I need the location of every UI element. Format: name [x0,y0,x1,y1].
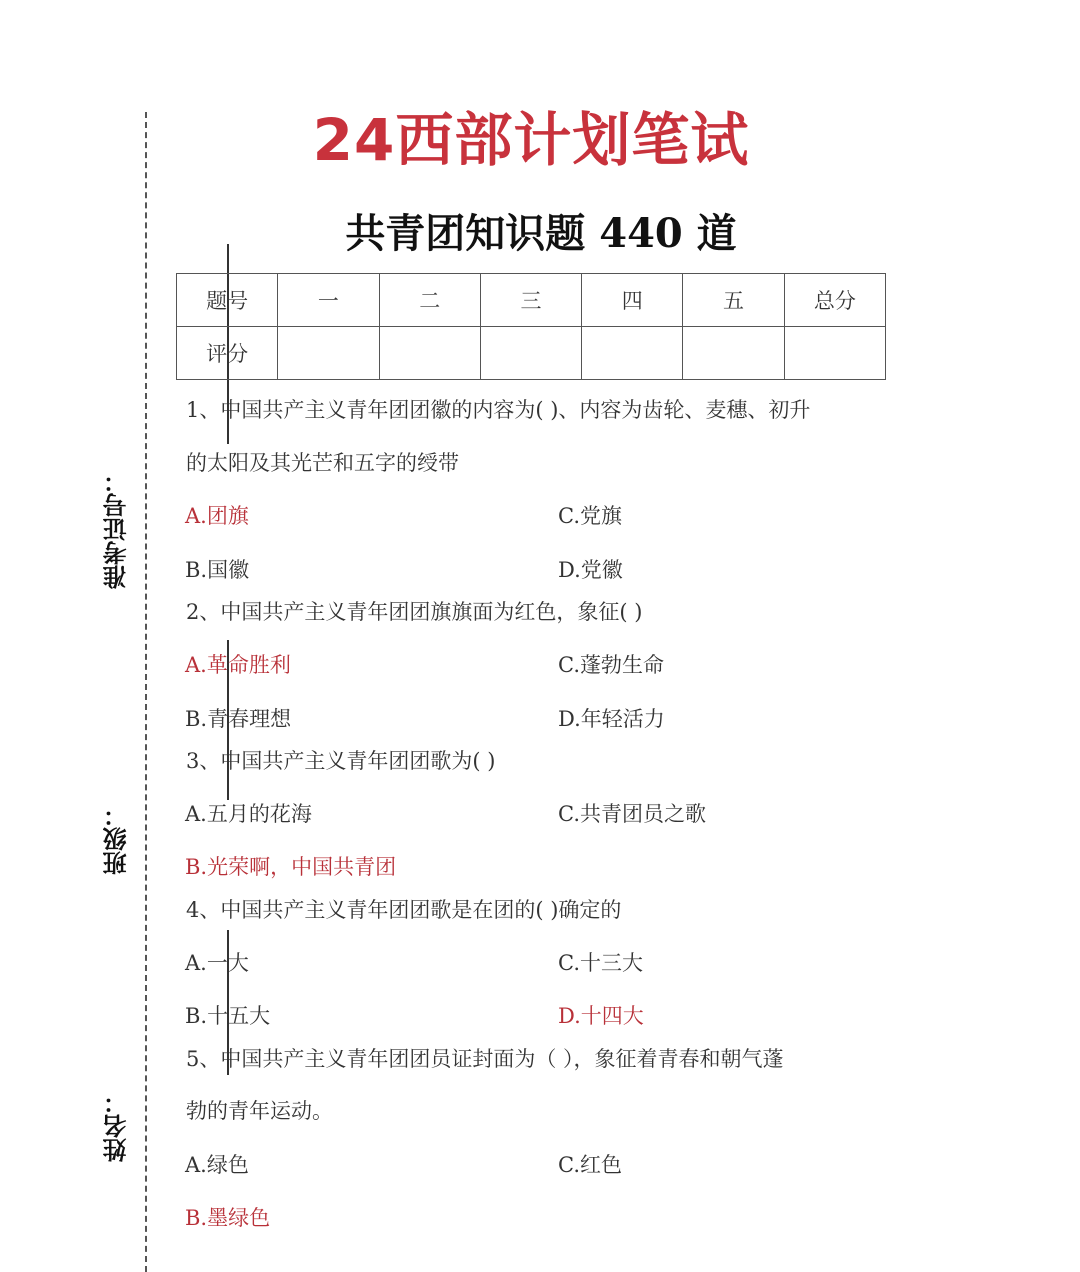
question-2-text: 2、中国共产主义青年团团旗旗面为红色，象征( ) [186,600,643,624]
score-table-header-row [177,274,886,327]
question-1-text: 1、中国共产主义青年团团徽的内容为( )、内容为齿轮、麦穗、初升 [186,398,811,422]
question-3-option-a: A.五月的花海 [185,802,312,826]
name-field [100,930,136,1162]
header-cell: 二 [379,274,480,327]
question-4-option-a: A.一大 [185,951,249,975]
question-1-text-cont: 的太阳及其光芒和五字的绶带 [186,451,459,475]
question-4-option-c: C.十三大 [558,951,643,975]
row-label-cell: 评分 [177,327,278,380]
question-1-option-c: C.党旗 [558,504,622,528]
question-1-option-d: D.党徽 [558,558,623,582]
name-label: 姓名： [103,1090,131,1162]
question-5-text-cont: 勃的青年运动。 [186,1099,333,1123]
question-3-option-c: C.共青团员之歌 [558,802,706,826]
question-3-option-b: B.光荣啊，中国共青团 [185,855,397,879]
header-cell: 五 [683,274,784,327]
question-1-option-a: A.团旗 [185,504,249,528]
question-5-option-a: A.绿色 [185,1153,249,1177]
score-cell[interactable] [784,327,885,380]
score-cell[interactable] [379,327,480,380]
exam-id-label: 准考证号： [103,469,131,589]
score-cell[interactable] [683,327,784,380]
score-cell[interactable] [480,327,581,380]
header-cell: 总分 [784,274,885,327]
header-cell: 一 [278,274,379,327]
question-4-text: 4、中国共产主义青年团团歌是在团的( )确定的 [186,898,622,922]
question-2-option-b: B.青春理想 [185,707,292,731]
header-cell: 题号 [177,274,278,327]
question-3-text: 3、中国共产主义青年团团歌为( ) [186,749,496,773]
question-5-option-b: B.墨绿色 [185,1206,271,1230]
header-cell: 四 [582,274,683,327]
question-4-option-b: B.十五大 [185,1004,271,1028]
question-1-option-b: B.国徽 [185,558,250,582]
cut-line [145,112,147,1272]
question-2-option-d: D.年轻活力 [558,707,665,731]
question-2-option-c: C.蓬勃生命 [558,653,664,677]
question-2-option-a: A.革命胜利 [185,653,291,677]
class-label: 班级： [103,803,131,875]
score-cell[interactable] [582,327,683,380]
score-table [176,273,886,380]
question-5-text: 5、中国共产主义青年团团员证封面为（ ），象征着青春和朝气蓬 [186,1047,784,1071]
score-cell[interactable] [278,327,379,380]
question-4-option-d: D.十四大 [558,1004,644,1028]
exam-id-field [100,244,136,589]
page-title: 24西部计划笔试 [312,106,750,174]
class-field [100,640,136,875]
question-5-option-c: C.红色 [558,1153,622,1177]
page-subtitle: 共青团知识题 440 道 [345,210,737,257]
header-cell: 三 [480,274,581,327]
score-table-score-row [177,327,886,380]
